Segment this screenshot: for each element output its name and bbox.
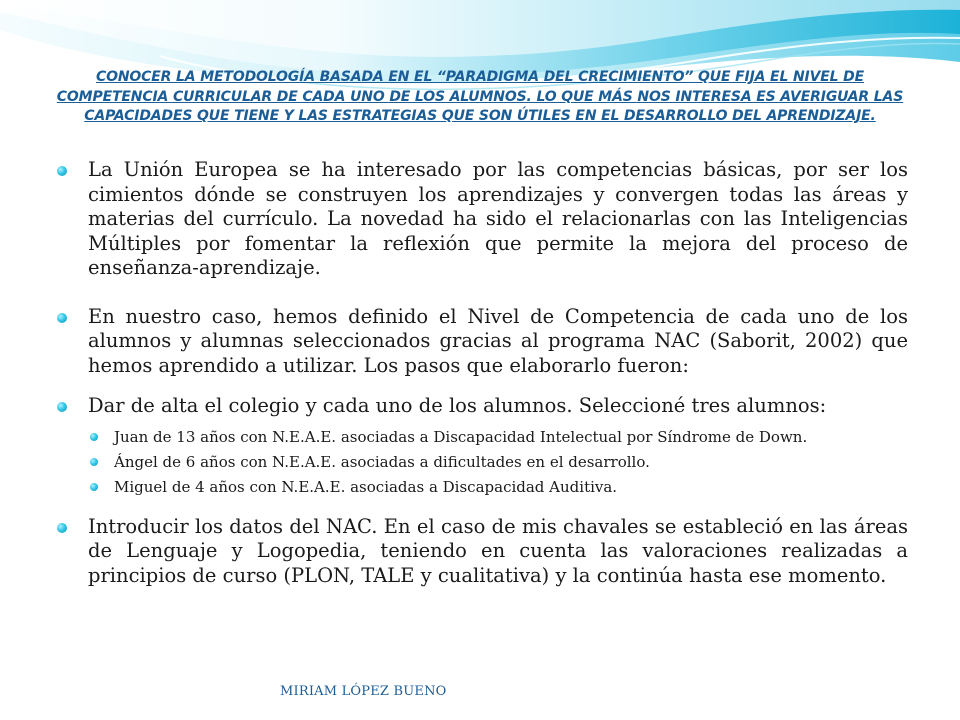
sub-bullet-angel: Ángel de 6 años con N.E.A.E. asociadas a dificultades en el desarrollo. xyxy=(88,450,908,475)
bullet-union-europea: La Unión Europea se ha interesado por las competencias básicas, por ser los cimientos dónde se construyen los aprendizajes y convergen todas las áreas y materias del currículo. La novedad ha sido el relacionarlas con las Inteligencias Múltiples por fomentar la reflexión que permite la mejora del proceso de enseñanza-aprendizaje. xyxy=(52,158,908,281)
bullet-list xyxy=(52,158,908,588)
footer-author: MIRIAM LÓPEZ BUENO xyxy=(280,684,447,699)
bullet-dar-de-alta: Dar de alta el colegio y cada uno de los alumnos. Seleccioné tres alumnos: xyxy=(52,394,908,419)
bullet-nivel-competencia: En nuestro caso, hemos definido el Nivel de Competencia de cada uno de los alumnos y alumnas seleccionados gracias al programa NAC (Saborit, 2002) que hemos aprendido a utilizar. Los pasos que elaborarlo fueron: xyxy=(52,305,908,379)
sub-bullet-juan: Juan de 13 años con N.E.A.E. asociadas a Discapacidad Intelectual por Síndrome de Down. xyxy=(88,425,908,450)
bullet-introducir-datos: Introducir los datos del NAC. En el caso de mis chavales se estableció en las áreas de Lenguaje y Logopedia, teniendo en cuenta las valoraciones realizadas a principios de curso (PLON, TALE y cualitativa) y la continúa hasta ese momento. xyxy=(52,515,908,589)
sub-bullet-miguel: Miguel de 4 años con N.E.A.E. asociadas a Discapacidad Auditiva. xyxy=(88,475,908,500)
slide-title: CONOCER LA METODOLOGÍA BASADA EN EL “PARADIGMA DEL CRECIMIENTO” QUE FIJA EL NIVEL DE COMPETENCIA CURRICULAR DE CADA UNO DE LOS ALUMNOS. LO QUE MÁS NOS INTERESA ES AVERIGUAR LAS CAPACIDADES QUE TIENE Y LAS ESTRATEGIAS QUE SON ÚTILES EN EL DESARROLLO DEL APRENDIZAJE. xyxy=(56,69,904,124)
